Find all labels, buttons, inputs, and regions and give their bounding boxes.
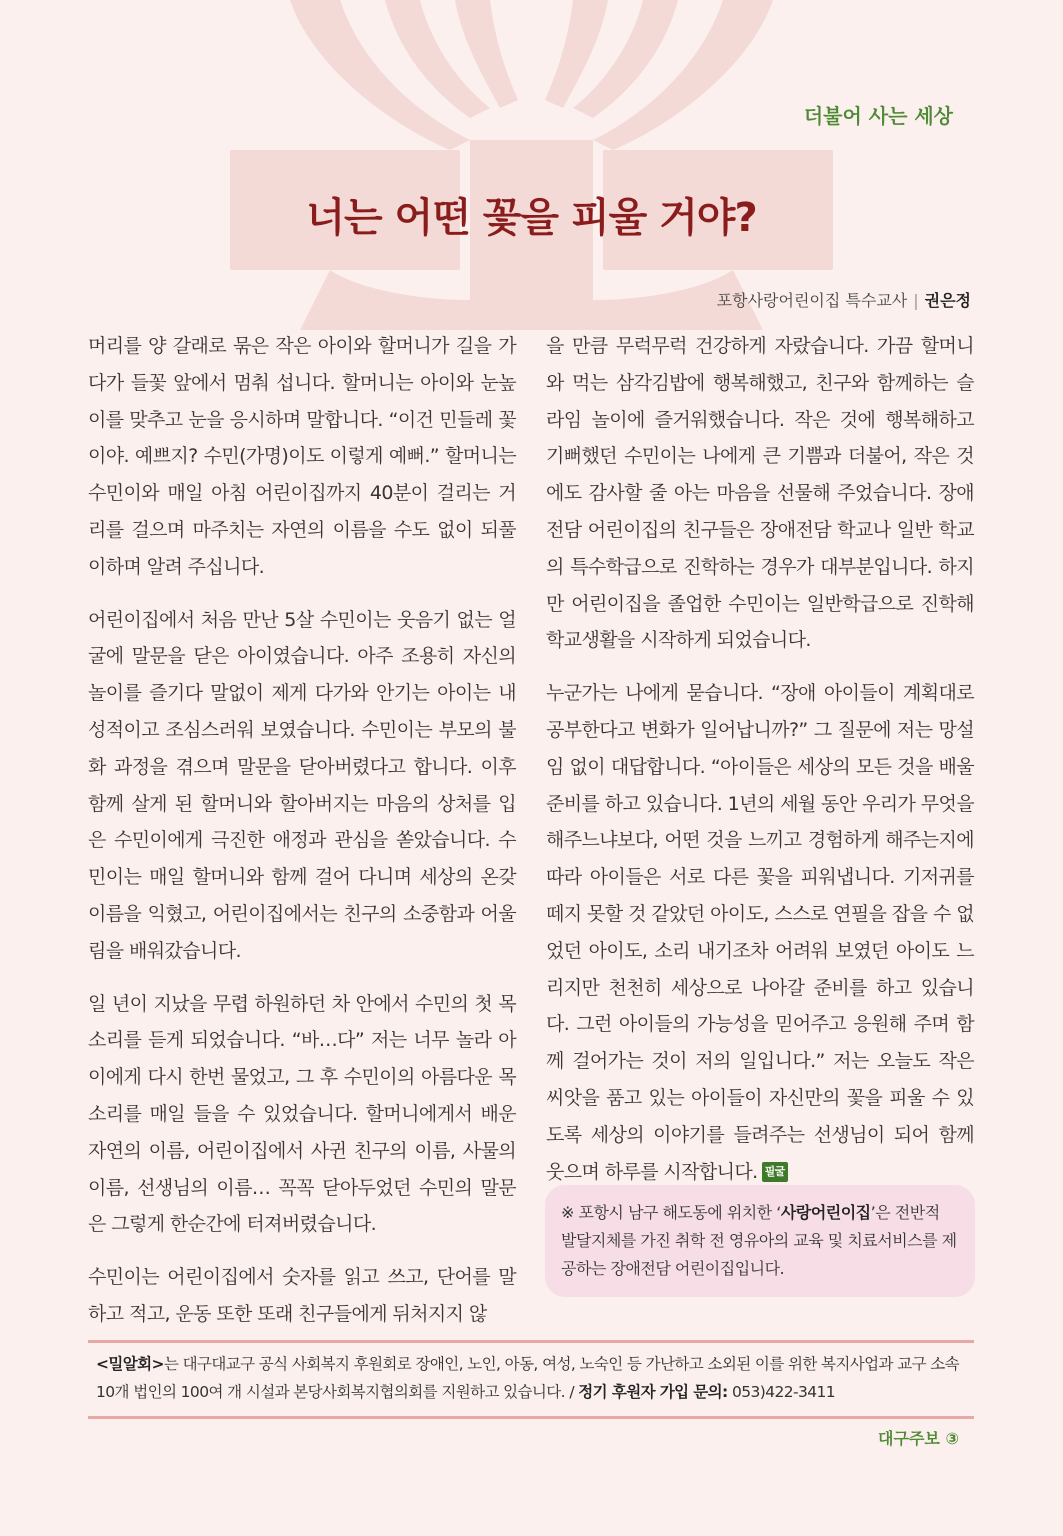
paragraph-text: 누군가는 나에게 묻습니다. “장애 아이들이 계획대로 공부한다고 변화가 일어납니까?” 그 질문에 저는 망설임 없이 대답합니다. “아이들은 세상의 모든 것을 배울 준비를 하고 있습니다. 1년의 세월 동안 우리가 무엇을 해주느냐보다, 어떤 것을 느끼고 경험하게 해주는지에 따라 아이들은 서로 다른 꽃을 피워냅니다. 기저귀를 떼지 못할 것 같았던 아이도, 스스로 연필을 잡을 수 없었던 아이도, 소리 내기조차 어려워 보였던 아이도 느리지만 천천히 세상으로 나아갈 준비를 하고 있습니다. 그런 아이들의 가능성을 믿어주고 응원해 주며 함께 걸어가는 것이 저의 일입니다.” 저는 오늘도 작은 씨앗을 품고 있는 아이들이 자신만의 꽃을 피울 수 있도록 세상의 이야기를 들려주는 선생님이 되어 함께 웃으며 하루를 시작합니다. [546, 682, 974, 1183]
footer-rule-top [88, 1340, 974, 1343]
section-label: 더불어 사는 세상 [803, 104, 953, 128]
paragraph: 어린이집에서 처음 만난 5살 수민이는 웃음기 없는 얼굴에 말문을 닫은 아이였습니다. 아주 조용히 자신의 놀이를 즐기다 말없이 제게 다가와 안기는 아이는 내성적이고 조심스러워 보였습니다. 수민이는 부모의 불화 과정을 겪으며 말문을 닫아버렸다고 합니다. 이후 함께 살게 된 할머니와 할아버지는 마음의 상처를 입은 수민이에게 극진한 애정과 관심을 쏟았습니다. 수민이는 매일 할머니와 함께 걸어 다니며 세상의 온갖 이름을 익혔고, 어린이집에서는 친구의 소중함과 어울림을 배워갔습니다. [88, 608, 516, 962]
byline-org: 포항사랑어린이집 특수교사 [716, 291, 908, 310]
body-column-right [546, 328, 974, 1206]
paragraph: 일 년이 지났을 무렵 하원하던 차 안에서 수민의 첫 목소리를 듣게 되었습니다. “바…다” 저는 너무 놀라 아이에게 다시 한번 물었고, 그 후 수민이의 아름다운 목소리를 매일 들을 수 있었습니다. 할머니에게서 배운 자연의 이름, 어린이집에서 사귄 친구의 이름, 사물의 이름, 선생님의 이름… 꼭꼭 닫아두었던 수민의 말문은 그렇게 한순간에 터져버렸습니다. [88, 992, 516, 1236]
footer-rule-bottom [88, 1416, 974, 1419]
footer-org: <밀알회> [96, 1355, 164, 1373]
background-cross-icon [0, 0, 1063, 330]
footer-text [96, 1350, 968, 1406]
byline-author: 권은정 [924, 291, 971, 310]
note-bold: 사랑어린이집 [780, 1203, 871, 1222]
article-title: 너는 어떤 꽃을 피울 거야? [306, 195, 757, 241]
footer-body: 는 대구대교구 공식 사회복지 후원회로 장애인, 노인, 아동, 여성, 노숙인 등 가난하고 소외된 이를 위한 복지사업과 교구 소속 10개 법인의 100여 개 시설과 본당사회복지협의회를 지원하고 있습니다. / [96, 1355, 960, 1401]
body-column-left [88, 328, 516, 1349]
paragraph: 머리를 양 갈래로 묶은 작은 아이와 할머니가 길을 가다가 들꽃 앞에서 멈춰 섭니다. 할머니는 아이와 눈높이를 맞추고 눈을 응시하며 말합니다. “이건 민들레 꽃이야. 예쁘지? 수민(가명)이도 이렇게 예뻐.” 할머니는 수민이와 매일 아침 어린이집까지 40분이 걸리는 거리를 걸으며 마주치는 자연의 이름을 수도 없이 되풀이하며 알려 주십니다. [88, 335, 516, 578]
paragraph: 수민이는 어린이집에서 숫자를 읽고 쓰고, 단어를 말하고 적고, 운동 또한 또래 친구들에게 뒤처지지 않 [88, 1266, 516, 1325]
info-note-box [545, 1185, 975, 1297]
footer-contact-phone: 053)422-3411 [727, 1383, 836, 1401]
page-number: 대구주보 ③ [878, 1429, 959, 1448]
note-suffix: ’은 전반적 발달지체를 가진 취학 전 영유아의 교육 및 치료서비스를 제공하는 장애전담 어린이집입니다. [561, 1203, 957, 1278]
end-mark-icon: 필굴 [762, 1162, 788, 1182]
note-prefix: ※ 포항시 남구 해도동에 위치한 ‘ [561, 1203, 781, 1222]
byline [717, 288, 971, 311]
footer-contact-label: 정기 후원자 가입 문의: [578, 1383, 728, 1401]
byline-separator: | [913, 291, 919, 310]
paragraph: 을 만큼 무럭무럭 건강하게 자랐습니다. 가끔 할머니와 먹는 삼각김밥에 행복해했고, 친구와 함께하는 슬라임 놀이에 즐거워했습니다. 작은 것에 행복해하고 기뻐했던 수민이는 나에게 큰 기쁨과 더불어, 작은 것에도 감사할 줄 아는 마음을 선물해 주었습니다. 장애전담 어린이집의 친구들은 장애전담 학교나 일반 학교의 특수학급으로 진학하는 경우가 대부분입니다. 하지만 어린이집을 졸업한 수민이는 일반학급으로 진학해 학교생활을 시작하게 되었습니다. [546, 335, 974, 652]
paragraph-last [546, 675, 974, 1190]
